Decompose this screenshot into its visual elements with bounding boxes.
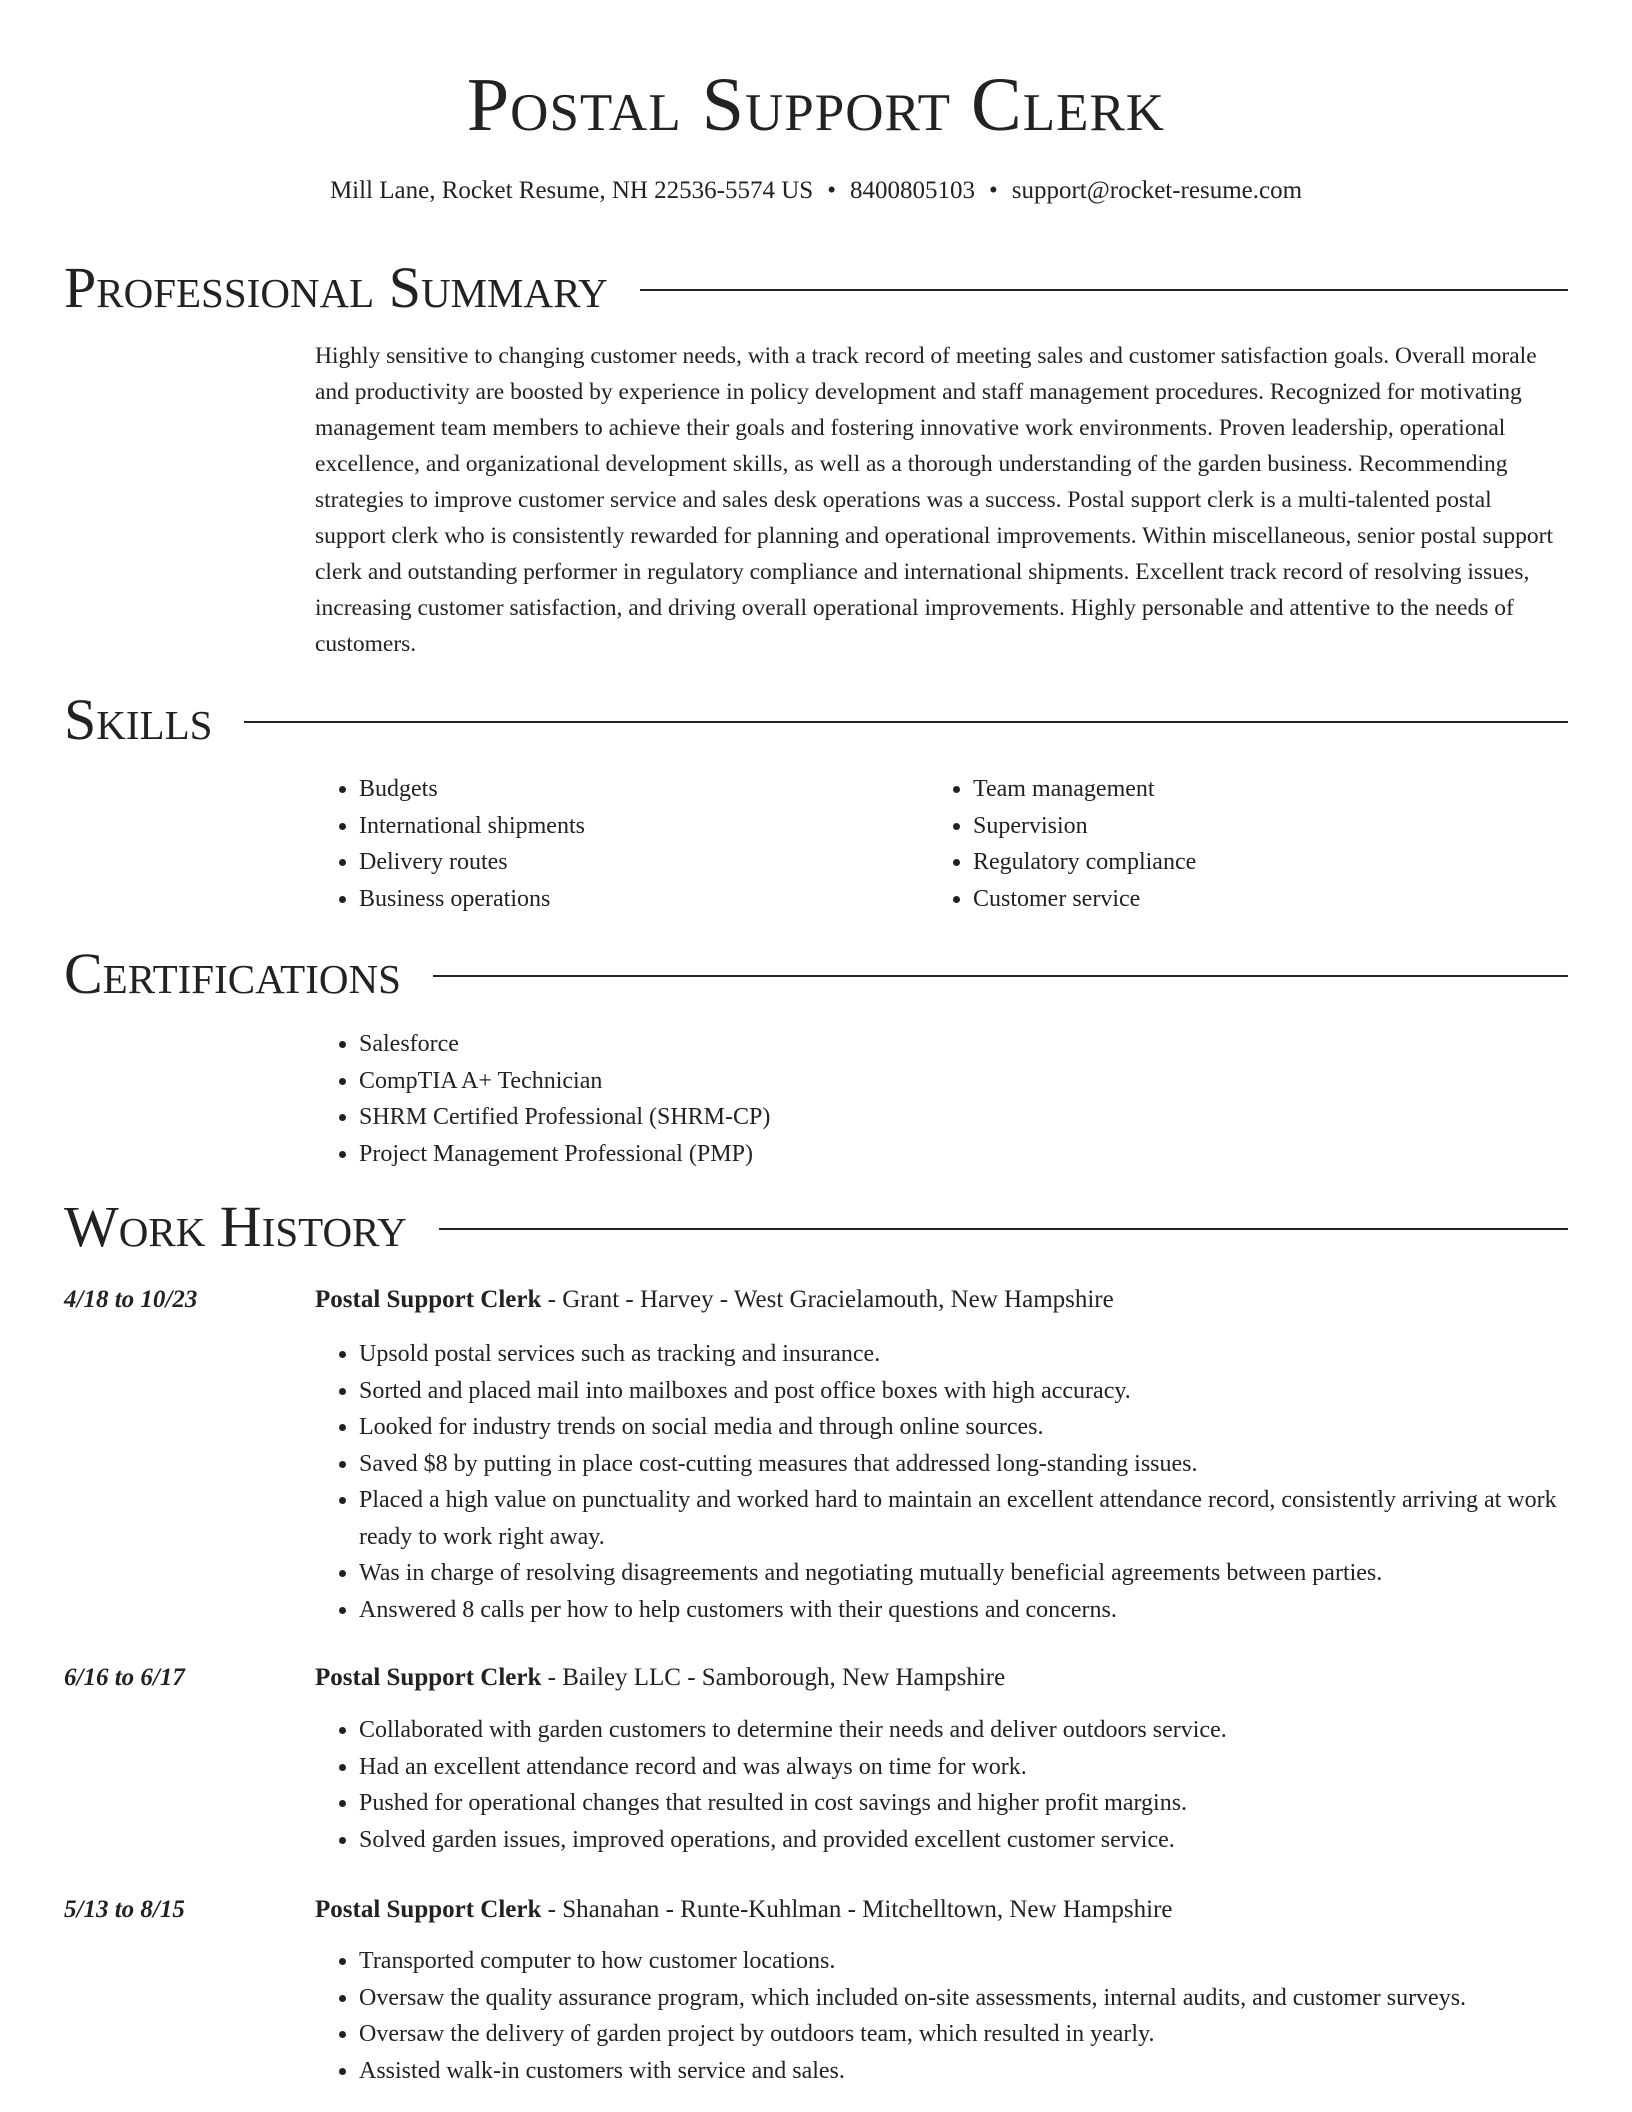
work-history-section-header <box>64 1195 1568 1259</box>
job-title: Postal Support Clerk <box>315 1286 542 1313</box>
job-title-line <box>315 1282 1568 1318</box>
skill-item: • Regulatory compliance <box>973 844 1529 881</box>
duty-item: • Pushed for operational changes that resulted in cost savings and higher profit margins. <box>359 1785 1568 1822</box>
separator-dot: • <box>827 177 836 204</box>
job-title-line <box>315 1892 1568 1928</box>
duty-item: • Was in charge of resolving disagreements and negotiating mutually beneficial agreements between parties. <box>359 1555 1568 1592</box>
duty-item: • Saved $8 by putting in place cost-cutting measures that addressed long-standing issues. <box>359 1446 1568 1483</box>
job-employer-location: - Grant - Harvey - West Gracielamouth, New Hampshire <box>541 1286 1114 1313</box>
duty-item: • Upsold postal services such as tracking and insurance. <box>359 1336 1568 1373</box>
job-employer-location: - Shanahan - Runte-Kuhlman - Mitchelltown, New Hampshire <box>541 1896 1173 1923</box>
job-title-line <box>315 1660 1568 1696</box>
job-employer-location: - Bailey LLC - Samborough, New Hampshire <box>541 1664 1006 1691</box>
skill-item: • Team management <box>973 771 1529 808</box>
job-duties <box>315 1712 1568 1858</box>
duty-item: • Placed a high value on punctuality and worked hard to maintain an excellent attendance record, consistently arriving at work ready to work right away. <box>359 1482 1568 1555</box>
section-divider <box>244 721 1568 723</box>
duty-item: • Looked for industry trends on social media and through online sources. <box>359 1409 1568 1446</box>
skill-item: • Delivery routes <box>359 844 915 881</box>
skills-right-list <box>929 771 1529 917</box>
duties-list <box>315 1943 1568 2089</box>
skill-item: • Budgets <box>359 771 915 808</box>
skill-item: • Customer service <box>973 881 1529 918</box>
job-duties <box>315 1336 1568 1628</box>
job-dates: 5/13 to 8/15 <box>64 1896 185 1923</box>
certification-item: • CompTIA A+ Technician <box>359 1063 1215 1100</box>
duty-item: • Oversaw the quality assurance program, which included on-site assessments, internal audits, and customer surveys. <box>359 1980 1568 2017</box>
duty-item: • Transported computer to how customer locations. <box>359 1943 1568 1980</box>
skills-right-column <box>929 771 1529 917</box>
skills-heading: Skills <box>64 687 213 752</box>
section-divider <box>439 1228 1568 1230</box>
summary-text: Highly sensitive to changing customer needs, with a track record of meeting sales and customer satisfaction goals. Overall morale and productivity are boosted by experience in policy development and staff management procedures. Recognized for motivating management team members to achieve their goals and fostering innovative work environments. Proven leadership, operational excellence, and organizational development skills, as well as a thorough understanding of the garden business. Recommending strategies to improve customer service and sales desk operations was a success. Postal support clerk is a multi-talented postal support clerk who is consistently rewarded for planning and operational improvements. Within miscellaneous, senior postal support clerk and outstanding performer in regulatory compliance and international shipments. Excellent track record of resolving issues, increasing customer satisfaction, and driving overall operational improvements. Highly personable and attentive to the needs of customers. <box>315 343 1553 657</box>
skills-left-list <box>315 771 915 917</box>
certification-item: • SHRM Certified Professional (SHRM-CP) <box>359 1099 1215 1136</box>
duty-item: • Sorted and placed mail into mailboxes and post office boxes with high accuracy. <box>359 1373 1568 1410</box>
certification-item: • Salesforce <box>359 1026 1215 1063</box>
separator-dot: • <box>988 177 998 204</box>
skills-section-header <box>64 688 1568 752</box>
duties-list <box>315 1336 1568 1628</box>
duty-item: • Had an excellent attendance record and was always on time for work. <box>359 1749 1568 1786</box>
phone-number: 8400805103 <box>849 177 975 204</box>
duty-item: • Collaborated with garden customers to determine their needs and deliver outdoors service. <box>359 1712 1568 1749</box>
job-dates: 6/16 to 6/17 <box>64 1664 185 1691</box>
skill-item: • Business operations <box>359 881 915 918</box>
duties-list <box>315 1712 1568 1858</box>
duty-item: • Assisted walk-in customers with service and sales. <box>359 2053 1568 2090</box>
duty-item: • Answered 8 calls per how to help customers with their questions and concerns. <box>359 1592 1568 1629</box>
address: Mill Lane, Rocket Resume, NH 22536-5574 US <box>329 177 814 204</box>
summary-section-header <box>64 256 1568 320</box>
email-address: support@rocket-resume.com <box>1011 177 1303 204</box>
certifications-block <box>315 1026 1215 1172</box>
certification-item: • Project Management Professional (PMP) <box>359 1136 1215 1173</box>
contact-line <box>0 174 1632 208</box>
duty-item: • Solved garden issues, improved operations, and provided excellent customer service. <box>359 1822 1568 1859</box>
job-duties <box>315 1943 1568 2089</box>
certifications-list <box>315 1026 1215 1172</box>
certifications-heading: Certifications <box>64 941 401 1006</box>
duty-item: • Oversaw the delivery of garden project by outdoors team, which resulted in yearly. <box>359 2016 1568 2053</box>
section-divider <box>640 289 1568 291</box>
skill-item: • International shipments <box>359 808 915 845</box>
candidate-name: Postal Support Clerk <box>466 63 1166 147</box>
work-history-heading: Work History <box>64 1194 407 1259</box>
summary-heading: Professional Summary <box>64 255 608 320</box>
job-title: Postal Support Clerk <box>315 1896 542 1923</box>
section-divider <box>433 975 1568 977</box>
skill-item: • Supervision <box>973 808 1529 845</box>
job-dates: 4/18 to 10/23 <box>64 1286 198 1313</box>
skills-left-column <box>315 771 915 917</box>
certifications-section-header <box>64 942 1568 1006</box>
job-title: Postal Support Clerk <box>315 1664 542 1691</box>
